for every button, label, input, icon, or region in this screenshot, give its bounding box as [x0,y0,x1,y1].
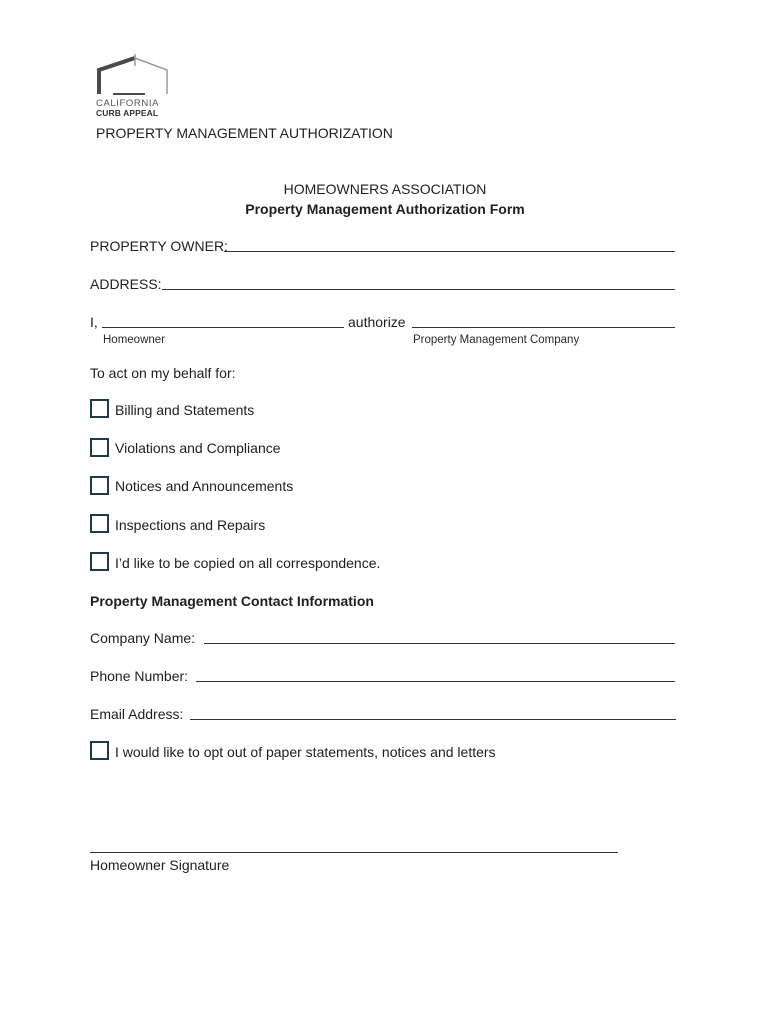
behalf-label: To act on my behalf for: [90,365,236,381]
phone-number-field[interactable] [196,681,675,682]
signature-field[interactable] [90,852,618,853]
notices-label: Notices and Announcements [115,478,294,494]
violations-label: Violations and Compliance [115,440,281,456]
inspections-label: Inspections and Repairs [115,517,266,533]
copy-correspondence-label: I’d like to be copied on all correspondence. [115,555,381,571]
notices-checkbox[interactable] [90,476,109,495]
billing-checkbox[interactable] [90,399,109,418]
company-caption: Property Management Company [413,334,580,346]
authorize-label: authorize [348,314,406,330]
address-label: ADDRESS: [90,276,162,292]
i-label: I, [90,314,98,330]
header-title: PROPERTY MANAGEMENT AUTHORIZATION [96,125,393,141]
company-logo [95,52,175,118]
homeowner-name-field[interactable] [102,327,344,328]
opt-out-checkbox[interactable] [90,741,109,760]
logo-line2: CURB APPEAL [96,108,159,118]
copy-correspondence-checkbox[interactable] [90,552,109,571]
email-address-label: Email Address: [90,706,184,722]
company-name-label: Company Name: [90,630,196,646]
form-title: Property Management Authorization Form [245,201,525,217]
association-title: HOMEOWNERS ASSOCIATION [283,181,487,197]
email-address-field[interactable] [190,719,676,720]
property-owner-label: PROPERTY OWNER: [90,238,228,254]
contact-heading: Property Management Contact Information [90,593,374,609]
billing-label: Billing and Statements [115,402,255,418]
company-name-field[interactable] [204,643,675,644]
homeowner-caption: Homeowner [103,334,165,346]
violations-checkbox[interactable] [90,438,109,457]
house-roof-icon [95,52,171,98]
signature-label: Homeowner Signature [90,857,230,873]
phone-number-label: Phone Number: [90,668,189,684]
property-owner-field[interactable] [224,251,675,252]
address-field[interactable] [162,289,675,290]
opt-out-label: I would like to opt out of paper statements, notices and letters [115,744,496,760]
inspections-checkbox[interactable] [90,514,109,533]
company-name-authorize-field[interactable] [412,327,675,328]
logo-line1: CALIFORNIA [96,98,160,109]
